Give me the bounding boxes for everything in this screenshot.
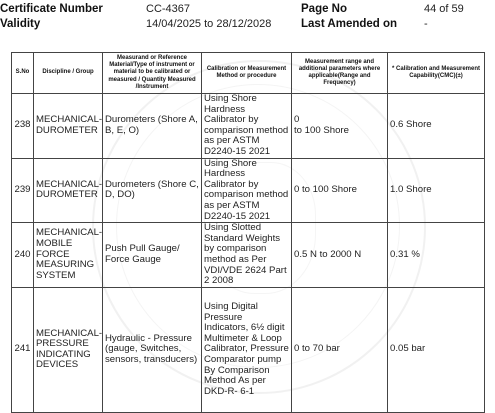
last-amended-label: Last Amended on [301,18,398,30]
cell-measurand: Hydraulic - Pressure (gauge, Switches, sensors, transducers) [103,287,202,412]
scope-table [11,52,485,413]
certificate-number-label: Certificate Number [0,3,103,15]
column-header-discipline: Discipline / Group [34,53,103,94]
column-header-cmc: * Calibration and Measurement Capability(CMC)(±) [388,53,485,94]
cell-sno: 239 [12,158,34,223]
cell-sno: 241 [12,287,34,412]
column-header-sno: S.No [12,53,34,94]
certificate-header [0,0,495,36]
column-header-measurand: Measurand or Reference Material/Type of instrument or material to be calibrated or measured / Quantity Measured /Instrument [103,53,202,94]
cell-measurand: Durometers (Shore A, B, E, O) [103,94,202,159]
cell-method: Using Digital Pressure Indicators, 6½ digit Multimeter & Loop Calibrator, Pressure Comparator pump By Comparison Method As per DKD-R- 6-1 [202,287,292,412]
cell-discipline: MECHANICAL- DUROMETER [34,94,103,159]
validity-label: Validity [0,18,41,30]
cell-discipline: MECHANICAL- PRESSURE INDICATING DEVICES [34,287,103,412]
column-header-range: Measurement range and additional parameters where applicable(Range and Frequency) [292,53,388,94]
page-no-label: Page No [301,3,348,15]
cell-cmc: 1.0 Shore [388,158,485,223]
cell-measurand: Push Pull Gauge/ Force Gauge [103,223,202,288]
page-no-value: 44 of 59 [424,3,464,15]
cell-range: 0 to 100 Shore [292,158,388,223]
cell-measurand: Durometers (Shore C, D, DO) [103,158,202,223]
cell-method: Using Shore Hardness Calibrator by comparison method as per ASTM D2240-15 2021 [202,94,292,159]
cell-sno: 240 [12,223,34,288]
cell-discipline: MECHANICAL- DUROMETER [34,158,103,223]
column-header-method: Calibration or Measurement Method or procedure [202,53,292,94]
cell-range: 0 to 100 Shore [292,94,388,159]
cell-discipline: MECHANICAL- MOBILE FORCE MEASURING SYSTEM [34,223,103,288]
cell-range: 0.5 N to 2000 N [292,223,388,288]
cell-cmc: 0.05 bar [388,287,485,412]
cell-method: Using Shore Hardness Calibrator by comparison method as per ASTM D2240-15 2021 [202,158,292,223]
table-header-row [12,53,485,94]
table-row [12,158,485,223]
validity-value: 14/04/2025 to 28/12/2028 [146,18,272,30]
cell-method: Using Slotted Standard Weights by comparison method as Per VDI/VDE 2624 Part 2 2008 [202,223,292,288]
cell-range: 0 to 70 bar [292,287,388,412]
cell-cmc: 0.31 % [388,223,485,288]
cell-cmc: 0.6 Shore [388,94,485,159]
last-amended-value: - [424,18,428,30]
table-row [12,223,485,288]
cell-sno: 238 [12,94,34,159]
certificate-number-value: CC-4367 [146,3,191,15]
table-row [12,287,485,412]
table-row [12,94,485,159]
